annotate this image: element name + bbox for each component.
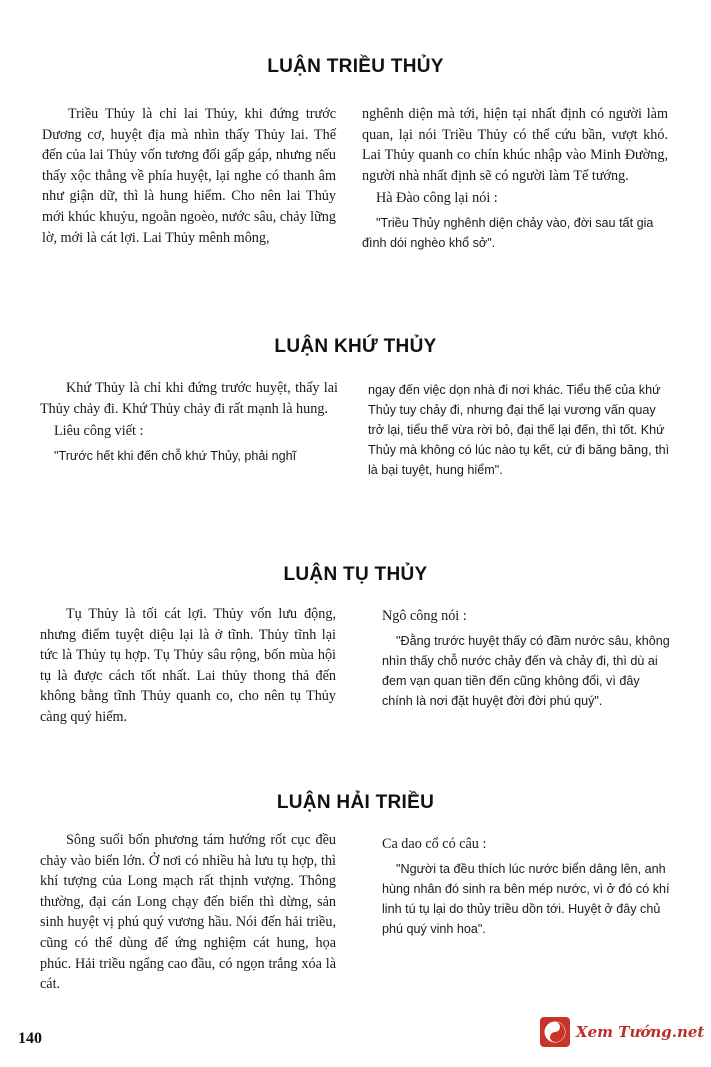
- paragraph: Triều Thủy là chỉ lai Thủy, khi đứng trước Dương cơ, huyệt địa mà nhìn thấy Thủy lai. Thế đến của lai Thủy vốn tương đối gấp gáp, nhưng nếu thấy xộc thẳng về phía huyệt, lại nghe có thanh âm như giận dữ, thì là hung hiểm. Cho nên lai Thủy mới khúc khuỷu, ngoằn ngoèo, nước sâu, chảy lững lờ, mới là cát lợi. Lai Thủy mênh mông,: [42, 106, 336, 246]
- yin-yang-icon: [540, 1017, 570, 1047]
- watermark-text: Xem Tướng.net: [576, 1023, 705, 1041]
- quote-attribution: Hà Đào công lại nói :: [376, 190, 498, 207]
- quote: "Triều Thủy nghênh diện chảy vào, đời sau tất gia đình dói nghèo khổ sở".: [362, 215, 654, 250]
- quote: "Đằng trước huyệt thấy có đầm nước sâu, không nhìn thấy chỗ nước chảy đến và chảy đi, thì dù ai đem vạn quan tiền đến cũng không đổi, vì đây chính là nơi đặt huyệt đời đời phú quý".: [382, 633, 670, 708]
- section-title-hai-trieu: LUẬN HẢI TRIỀU: [276, 792, 435, 813]
- quote-continuation: ngay đến việc dọn nhà đi nơi khác. Tiểu thế của khứ Thủy tuy chảy đi, nhưng đại thế lại vương vấn quay trở lại, tiểu thế vừa rời bỏ, đại thế lại đến, thì tốt. Khứ Thủy mà không có lúc nào tụ kết, cứ đi băng băng, thì là bại tuyệt, hung hiểm".: [368, 383, 670, 477]
- watermark-logo: [540, 1014, 705, 1050]
- quote-attribution: Liêu công viết :: [54, 423, 144, 440]
- paragraph: Khứ Thủy là chỉ khi đứng trước huyệt, thấy lai Thủy chảy đi. Khứ Thủy chảy đi rất mạnh là hung.: [40, 380, 338, 417]
- quote-attribution: Ca dao cổ có câu :: [382, 836, 487, 852]
- section-3-right-column: [382, 606, 672, 711]
- section-4-right-column: [382, 834, 674, 939]
- paragraph: Sông suối bốn phương tám hướng rốt cục đều chảy vào biển lớn. Ở nơi có nhiều hà lưu tụ hợp, thì khí tượng của Long mạch rất thịnh vượng. Thông thường, đại cán Long chạy đến biển thì dừng, sản sinh huyệt vị phú quý vương hầu. Nói đến hải triều, cũng có thể dùng để ứng nghiệm cát hung, họa phúc. Hải triều ngẩng cao đầu, có ngọn trắng xóa là cát.: [40, 832, 336, 993]
- page-number: 140: [18, 1030, 42, 1047]
- section-2-right-column: [368, 380, 670, 480]
- paragraph: Tụ Thủy là tối cát lợi. Thủy vốn lưu động, nhưng điểm tuyệt diệu lại là ở tĩnh. Thủy tĩnh lại tức là Thủy tụ hợp. Tụ Thủy sâu rộng, bốn mùa hội tụ là được cách tốt nhất. Lai thủy thong thả đến không bằng tĩnh Thủy quanh co, cho nên tụ Thủy càng quý hiếm.: [40, 606, 336, 725]
- section-1-left-column: [42, 104, 336, 248]
- section-1-right-column: [362, 104, 668, 253]
- section-4-left-column: [40, 830, 336, 995]
- quote-attribution: Ngô công nói :: [382, 608, 467, 624]
- section-title-trieu-thuy: LUẬN TRIỀU THỦY: [267, 56, 444, 77]
- section-title-tu-thuy: LUẬN TỤ THỦY: [283, 564, 428, 585]
- quote: "Trước hết khi đến chỗ khứ Thủy, phải nghĩ: [54, 448, 297, 463]
- section-2-left-column: [40, 378, 338, 466]
- section-3-left-column: [40, 604, 336, 728]
- section-title-khu-thuy: LUẬN KHỨ THỦY: [274, 336, 437, 357]
- paragraph: nghênh diện mà tới, hiện tại nhất định có người làm quan, lại nói Triều Thủy có thể cứu bần, vượt khó. Lai Thủy quanh co chín khúc nhập vào Minh Đường, người nhà nhất định sẽ có người làm Tể tướng.: [362, 106, 668, 184]
- quote: "Người ta đều thích lúc nước biển dâng lên, anh hùng nhân đó sinh ra bên mép nước, vì ở đó có khí linh tú tụ lại do thủy triều dồn tới. Huyệt ở đây chủ phú quý vinh hoa".: [382, 861, 670, 936]
